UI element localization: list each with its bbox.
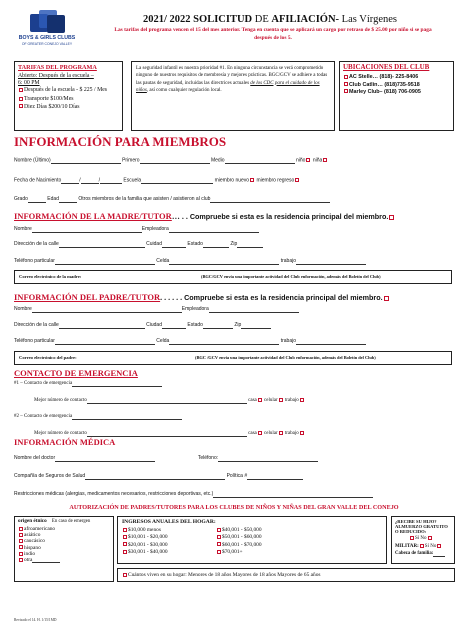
father-state-label: Estado [187, 322, 203, 328]
father-work-label: trabajo [280, 338, 297, 344]
income-5-checkbox[interactable] [217, 528, 221, 532]
mother-email-note: (BGC/GCV envía una importante actividad del Club enformación, además del Boletín del Club) [201, 274, 381, 279]
first-name-label: Primero [122, 157, 140, 164]
mother-email-box[interactable] [14, 270, 452, 284]
returning-member-checkbox[interactable] [295, 178, 299, 182]
authorization-heading: AUTORIZACIÓN DE PADRES/TUTORES PARA LOS CLUBES DE NIÑOS Y NIÑAS DEL GRAN VALLE DEL CONEJO [69, 504, 399, 511]
emergency-2-cell-checkbox[interactable] [279, 431, 283, 435]
policy-label: Política # [226, 473, 248, 479]
father-name-label: Nombre [14, 306, 32, 312]
father-email-note: (BGC /GCV envía una importante actividad del Club enformación, además del Boletín del Club) [195, 355, 376, 360]
doctor-phone-field[interactable] [218, 457, 318, 462]
siblings-field[interactable] [210, 198, 330, 203]
middle-name-field[interactable] [225, 159, 295, 164]
dob-label: Fecha de Nacimiento [14, 177, 62, 184]
emergency-2-home-checkbox[interactable] [258, 431, 262, 435]
emergency-1-cell-label: celular [264, 398, 278, 404]
lunch-yes-label: Sí [415, 536, 420, 542]
emergency-1-work-label: trabajo [284, 398, 299, 404]
ethnic-hispanic-checkbox[interactable] [19, 545, 23, 549]
cdc-link[interactable]: de los CDC para el cuidado de los niños [136, 80, 320, 93]
new-member-label: miembro nuevo [214, 177, 250, 184]
mother-work-label: trabajo [280, 258, 297, 264]
household-checkbox[interactable] [123, 573, 127, 577]
mother-zip-field[interactable] [237, 243, 263, 248]
locations-box [339, 61, 454, 131]
program-hours-line2: 6: 00 PM [18, 79, 40, 86]
father-dots: . . . . . . [160, 293, 185, 302]
father-work-field[interactable] [296, 340, 366, 345]
emergency-1-home-checkbox[interactable] [258, 398, 262, 402]
father-cell-field[interactable] [169, 340, 279, 345]
lunch-box [391, 516, 455, 564]
income-6-checkbox[interactable] [217, 535, 221, 539]
emergency-1-field[interactable] [72, 382, 162, 387]
father-cell-label: Celda [156, 338, 170, 344]
program-fees-heading: TARIFAS DEL PROGRAMA [18, 64, 97, 71]
father-email-box[interactable] [14, 351, 452, 365]
lunch-heading-1: ¿RECIBE SU HIJO? [395, 519, 437, 524]
school-field[interactable] [141, 179, 213, 184]
military-no-label: No [430, 544, 437, 550]
income-4-label: $30,001 - $40,000 [128, 548, 168, 555]
title-part-c: AFILIACIÓN- [271, 14, 340, 25]
locations-heading: UBICACIONES DEL CLUB [343, 63, 430, 71]
mother-heading: INFORMACIÓN DE LA MADRE/TUTOR [14, 211, 172, 221]
girl-label: niña [312, 157, 323, 164]
title-part-d: Las Vírgenes [339, 14, 397, 25]
father-zip-label: Zip [234, 322, 242, 328]
location-1-checkbox[interactable] [344, 75, 348, 79]
mother-state-field[interactable] [203, 243, 229, 248]
income-8-checkbox[interactable] [217, 550, 221, 554]
income-3-label: $20,001 - $30,000 [128, 541, 168, 548]
lunch-yes-checkbox[interactable] [410, 536, 414, 540]
doctor-label: Nombre del doctor [14, 455, 56, 461]
safety-text-b: , así como cualquier regulación local. [146, 87, 222, 93]
ethnic-indian-checkbox[interactable] [19, 552, 23, 556]
lunch-heading-2: ALMUERZO GRATUITO O REDUCIDO: [395, 524, 448, 535]
father-heading: INFORMACIÓN DEL PADRE/TUTOR [14, 292, 161, 302]
income-2-checkbox[interactable] [123, 535, 127, 539]
transport-checkbox[interactable] [19, 97, 23, 101]
grade-field[interactable] [28, 198, 46, 203]
mother-phone-label: Teléfono particular [14, 258, 55, 264]
mother-city-label: Cuidad [146, 241, 162, 247]
after-school-checkbox[interactable] [19, 88, 23, 92]
mother-phone-field[interactable] [55, 260, 155, 265]
head-of-family-field[interactable] [433, 552, 445, 557]
father-address-field[interactable] [59, 324, 145, 329]
father-employer-label: Empleadora [181, 306, 209, 312]
insurance-field[interactable] [85, 475, 225, 480]
safety-text-a: La seguridad infantil es nuestra prioridad #1. En ninguna circunstancia se verá comprometido ninguno de nuestros requisitos de membresía y mejores prácticas. BGC/GCV se adhiere a todas las pautas de seguridad, incluidas las directrices actuales [136, 66, 328, 86]
father-zip-field[interactable] [241, 324, 271, 329]
emergency-heading: CONTACTO DE EMERGENCIA [14, 368, 138, 378]
form-subtitle: Las tarifas del programa vencen el 15 del mes anterior. Tenga en cuenta que se aplicará un cargo por retraso de $ 25.00 por niño si se paga después de los 5. [114, 27, 432, 41]
military-yes-checkbox[interactable] [420, 544, 424, 548]
logo-mark-icon [30, 10, 64, 34]
mother-work-field[interactable] [296, 260, 366, 265]
military-yes-label: Sí [424, 544, 429, 550]
safety-box [131, 61, 335, 131]
ethnic-other-checkbox[interactable] [19, 558, 23, 562]
after-school-label: Después de la escuela - $ 225 / Mes [24, 87, 108, 94]
emergency-1-label: #1 – Contacto de emergencia [14, 381, 73, 386]
father-phone-label: Teléfono particular [14, 338, 55, 344]
income-3-checkbox[interactable] [123, 542, 127, 546]
income-6-label: $50,001 - $60,000 [222, 534, 262, 541]
father-primary-label: Compruebe si esta es la residencia principal del miembro. [184, 293, 383, 302]
ethnic-heading: origen étnico [18, 518, 47, 524]
policy-field[interactable] [247, 475, 303, 480]
location-2-checkbox[interactable] [344, 82, 348, 86]
doctor-field[interactable] [55, 457, 155, 462]
mother-primary-label: Compruebe si esta es la residencia principal del miembro. [189, 212, 389, 221]
father-name-field[interactable] [32, 308, 182, 313]
returning-member-label: miembro regreso [256, 177, 295, 184]
household-label: Cuántos viven en su hogar: Menores de 18 años Mayores de 18 años Mayores de 65 años [128, 572, 321, 578]
boy-checkbox[interactable] [306, 158, 310, 162]
logo-line1: BOYS & GIRLS CLUBS [18, 35, 76, 41]
emergency-consent-fragment: En caso de emergen [51, 519, 91, 524]
insurance-label: Compañía de Seguros de Salud [14, 473, 86, 479]
age-field[interactable] [59, 198, 77, 203]
restrictions-label: Restricciones médicas (alergias, medicamentos necesarios, restricciones deportivas, etc.) [14, 491, 214, 497]
ethnic-other-field[interactable] [32, 558, 60, 563]
program-fees-box [14, 61, 123, 131]
head-of-family-label: Cabeza de familia: [395, 551, 434, 557]
ethnic-asian-checkbox[interactable] [19, 533, 23, 537]
mother-employer-field[interactable] [169, 228, 259, 233]
income-8-label: $70,001+ [222, 548, 243, 555]
father-employer-field[interactable] [209, 308, 299, 313]
dob-month-field[interactable] [61, 179, 79, 184]
mother-email-label: Correo electrónico de la madre: [19, 274, 82, 279]
ethnic-african-american-label: afroamericano [24, 525, 56, 532]
lunch-no-label: No [420, 536, 427, 542]
father-city-field[interactable] [162, 324, 186, 329]
mother-name-field[interactable] [32, 228, 142, 233]
income-5-label: $40,001 - $50,000 [222, 527, 262, 533]
mother-name-label: Nombre [14, 226, 32, 232]
income-7-checkbox[interactable] [217, 542, 221, 546]
father-city-label: Ciudad [146, 322, 162, 328]
emergency-2-field[interactable] [72, 415, 182, 420]
emergency-2-best-label: Mejor número de contacto [34, 431, 87, 437]
income-heading: INGRESOS ANUALES DEL HOGAR: [122, 519, 216, 525]
last-name-label: Nombre (Último) [14, 157, 51, 164]
logo-line2: OF GREATER CONEJO VALLEY [21, 42, 73, 46]
siblings-label: Otros miembros de la familia que asisten / asistieron al club [78, 196, 211, 202]
income-7-label: $60,001 - $70,000 [222, 541, 262, 548]
emergency-2-cell-label: celular [264, 431, 278, 437]
emergency-1-best-label: Mejor número de contacto [34, 398, 87, 404]
emergency-2-work-label: trabajo [284, 431, 299, 437]
ethnic-asian-label: asiático [24, 532, 41, 539]
dob-day-field[interactable] [81, 179, 99, 184]
mother-state-label: Estado [187, 241, 203, 247]
mother-dots: … . . [171, 212, 190, 221]
age-label: Edad [47, 196, 59, 202]
mother-city-field[interactable] [162, 243, 186, 248]
title-part-b: DE [254, 14, 272, 25]
income-2-label: $10,001 - $20,000 [128, 534, 168, 541]
emergency-1-home-label: casa [248, 398, 257, 404]
mother-zip-label: Zip [230, 241, 238, 247]
new-member-checkbox[interactable] [250, 178, 254, 182]
military-no-checkbox[interactable] [437, 544, 441, 548]
ethnic-other-label: otra [24, 556, 33, 563]
income-1-label: $10,000 menos [128, 527, 161, 533]
doctor-phone-label: Teléfono: [197, 455, 219, 461]
location-1-label: AC Stelle… (818)- 225-8406 [349, 74, 419, 81]
ten-days-checkbox[interactable] [19, 104, 23, 108]
income-box [117, 516, 387, 564]
first-name-field[interactable] [140, 159, 210, 164]
mother-cell-field[interactable] [169, 260, 279, 265]
father-address-label: Dirección de la calle [14, 322, 59, 328]
ten-days-label: Diez Días $200/10 Días [24, 103, 80, 110]
military-label: MILITAR: [395, 544, 419, 550]
school-label: Escuela [123, 177, 142, 184]
transport-label: Transporte $100/Mes [24, 96, 74, 103]
restrictions-field[interactable] [213, 493, 373, 498]
location-2-label: Club Catlin… (818)735-9518 [349, 81, 420, 88]
mother-cell-label: Celda [156, 258, 170, 264]
location-3-checkbox[interactable] [344, 89, 348, 93]
title-part-a: 2021/ 2022 SOLICITUD [143, 14, 255, 25]
middle-name-label: Medio [210, 157, 225, 164]
household-box [117, 568, 455, 582]
father-primary-checkbox[interactable] [384, 296, 389, 301]
father-state-field[interactable] [203, 324, 233, 329]
medical-heading: INFORMACIÓN MÉDICA [14, 437, 116, 447]
program-hours-line1: Abierto: Después de la escuela – [18, 73, 94, 80]
logo [12, 10, 82, 52]
emergency-1-best-field[interactable] [87, 399, 247, 404]
emergency-1-work-checkbox[interactable] [300, 398, 304, 402]
grade-label: Grado [14, 196, 28, 202]
location-3-label: Marley Club– (818) 706-0905 [349, 88, 421, 95]
father-phone-field[interactable] [55, 340, 155, 345]
boy-label: niño [295, 157, 306, 164]
last-name-field[interactable] [51, 159, 121, 164]
ethnic-caucasian-label: caucásico [24, 538, 45, 545]
dob-year-field[interactable] [100, 179, 122, 184]
ethnic-hispanic-label: hispano [24, 544, 41, 551]
mother-address-field[interactable] [59, 243, 145, 248]
father-email-label: Correo electrónico del padre: [19, 355, 77, 360]
revised-note: Revisado el 14. H. 1/15/1MD [14, 618, 57, 622]
form-title [80, 14, 460, 26]
income-4-checkbox[interactable] [123, 550, 127, 554]
emergency-1-cell-checkbox[interactable] [279, 398, 283, 402]
emergency-2-work-checkbox[interactable] [300, 431, 304, 435]
ethnic-african-american-checkbox[interactable] [19, 527, 23, 531]
mother-address-label: Dirección de la calle [14, 241, 59, 247]
girl-checkbox[interactable] [323, 158, 327, 162]
emergency-2-home-label: casa [248, 431, 257, 437]
ethnic-caucasian-checkbox[interactable] [19, 539, 23, 543]
lunch-no-checkbox[interactable] [428, 536, 432, 540]
mother-primary-checkbox[interactable] [389, 215, 394, 220]
members-heading: INFORMACIÓN PARA MIEMBROS [14, 134, 227, 149]
ethnic-box [14, 516, 114, 582]
mother-employer-label: Empleadora [141, 226, 169, 232]
emergency-2-label: #2 – Contacto de emergencia [14, 414, 73, 419]
ethnic-indian-label: indio [24, 550, 36, 557]
income-1-checkbox[interactable] [123, 528, 127, 532]
